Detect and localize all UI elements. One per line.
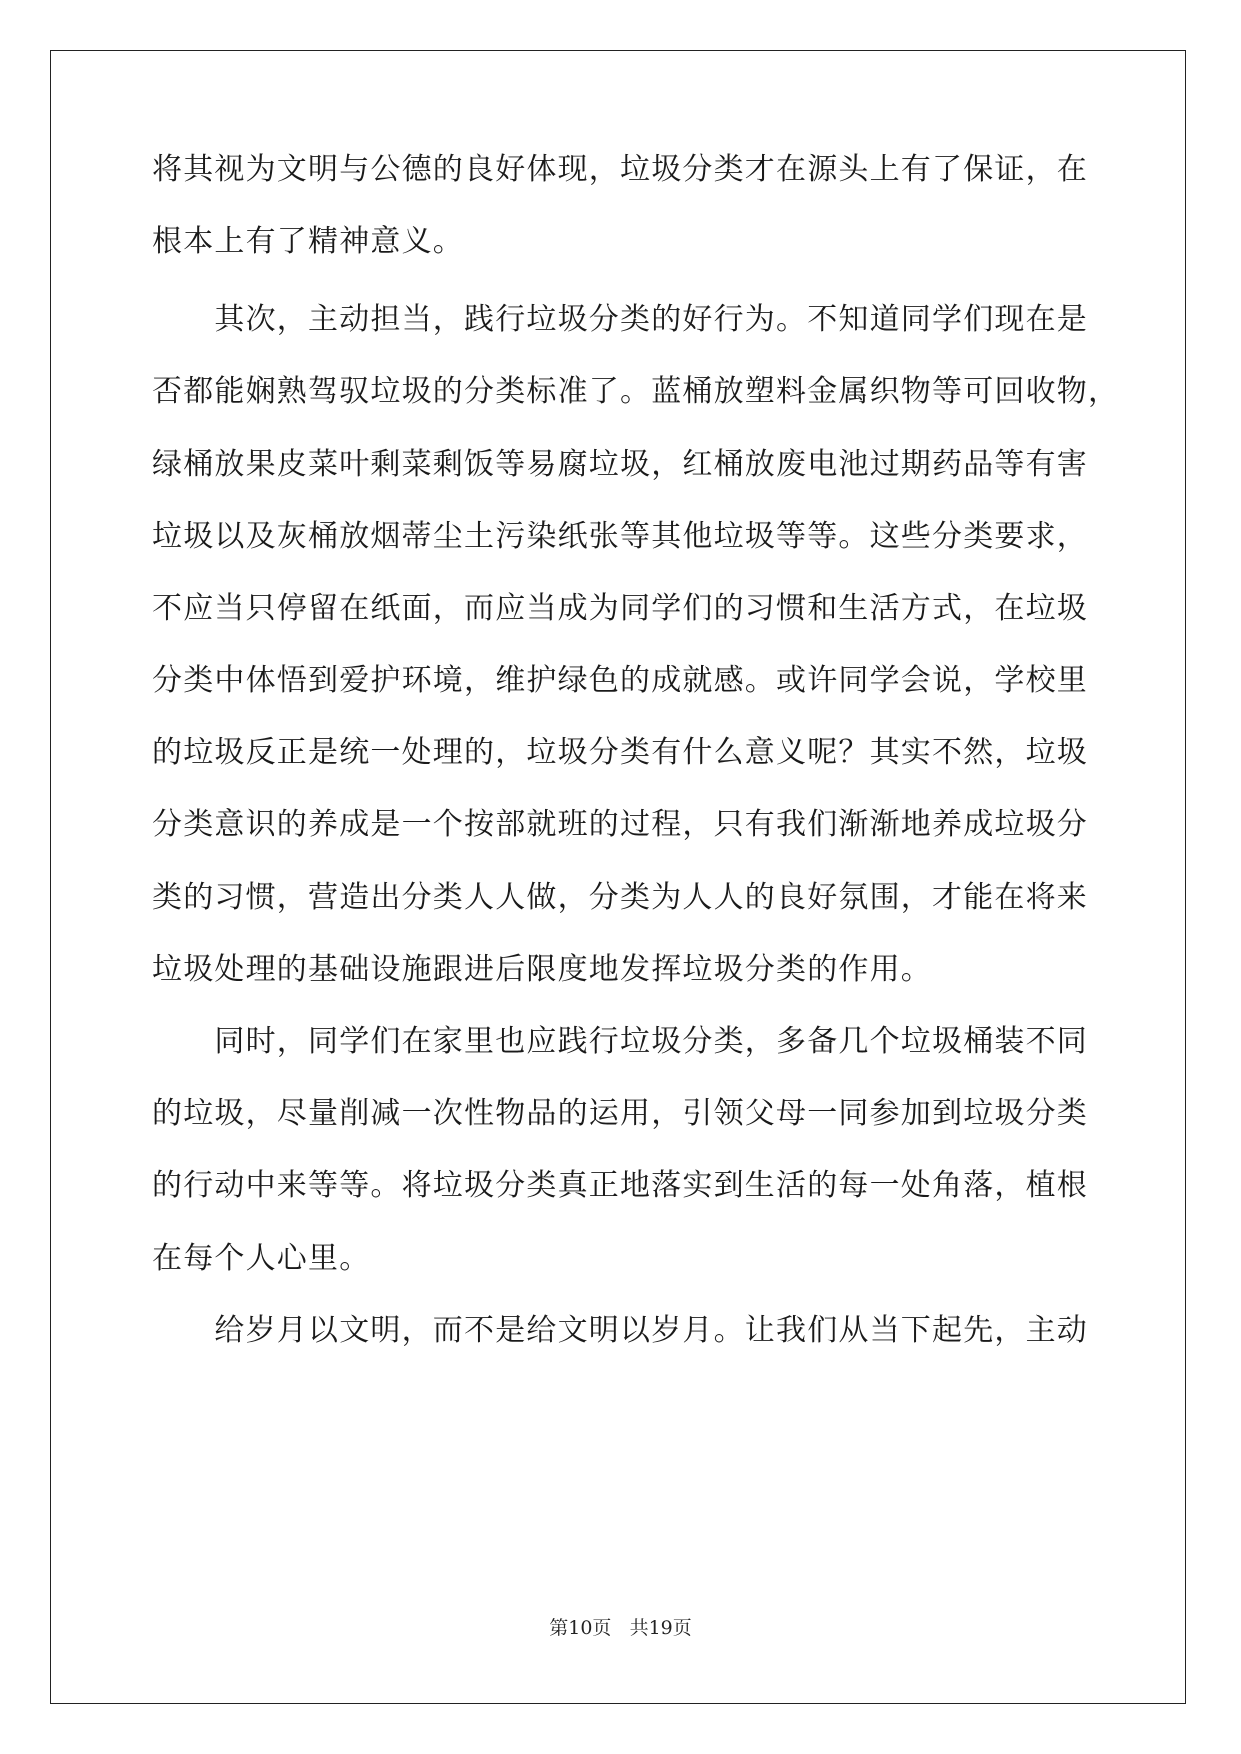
text-line: 不应当只停留在纸面，而应当成为同学们的习惯和生活方式，在垃圾 xyxy=(152,591,1088,626)
text-line: 根本上有了精神意义。 xyxy=(152,224,464,259)
page-number: 第10页 xyxy=(549,1617,612,1639)
paragraph-start-line: 同时，同学们在家里也应践行垃圾分类，多备几个垃圾桶装不同 xyxy=(152,1024,1088,1059)
page-total: 共19页 xyxy=(629,1617,692,1639)
text-line: 分类意识的养成是一个按部就班的过程，只有我们渐渐地养成垃圾分 xyxy=(152,807,1088,842)
text-line: 的垃圾反正是统一处理的，垃圾分类有什么意义呢？其实不然，垃圾 xyxy=(152,735,1088,770)
footer-spacer xyxy=(611,1617,629,1639)
text-line: 将其视为文明与公德的良好体现，垃圾分类才在源头上有了保证，在 xyxy=(152,152,1088,187)
text-line: 否都能娴熟驾驭垃圾的分类标准了。蓝桶放塑料金属织物等可回收物， xyxy=(152,374,1120,409)
text-line: 垃圾处理的基础设施跟进后限度地发挥垃圾分类的作用。 xyxy=(152,952,932,987)
paragraph-start-line: 其次，主动担当，践行垃圾分类的好行为。不知道同学们现在是 xyxy=(152,302,1088,337)
text-line: 的行动中来等等。将垃圾分类真正地落实到生活的每一处角落，植根 xyxy=(152,1168,1088,1203)
page-footer xyxy=(0,1615,1241,1641)
page-border xyxy=(50,50,1186,1704)
text-line: 类的习惯，营造出分类人人做，分类为人人的良好氛围，才能在将来 xyxy=(152,880,1088,915)
text-line: 的垃圾，尽量削减一次性物品的运用，引领父母一同参加到垃圾分类 xyxy=(152,1096,1088,1131)
text-line: 垃圾以及灰桶放烟蒂尘土污染纸张等其他垃圾等等。这些分类要求， xyxy=(152,519,1088,554)
paragraph-start-line: 给岁月以文明，而不是给文明以岁月。让我们从当下起先，主动 xyxy=(152,1313,1088,1348)
text-line: 绿桶放果皮菜叶剩菜剩饭等易腐垃圾，红桶放废电池过期药品等有害 xyxy=(152,447,1088,482)
text-line: 在每个人心里。 xyxy=(152,1241,371,1276)
text-line: 分类中体悟到爱护环境，维护绿色的成就感。或许同学会说，学校里 xyxy=(152,663,1088,698)
